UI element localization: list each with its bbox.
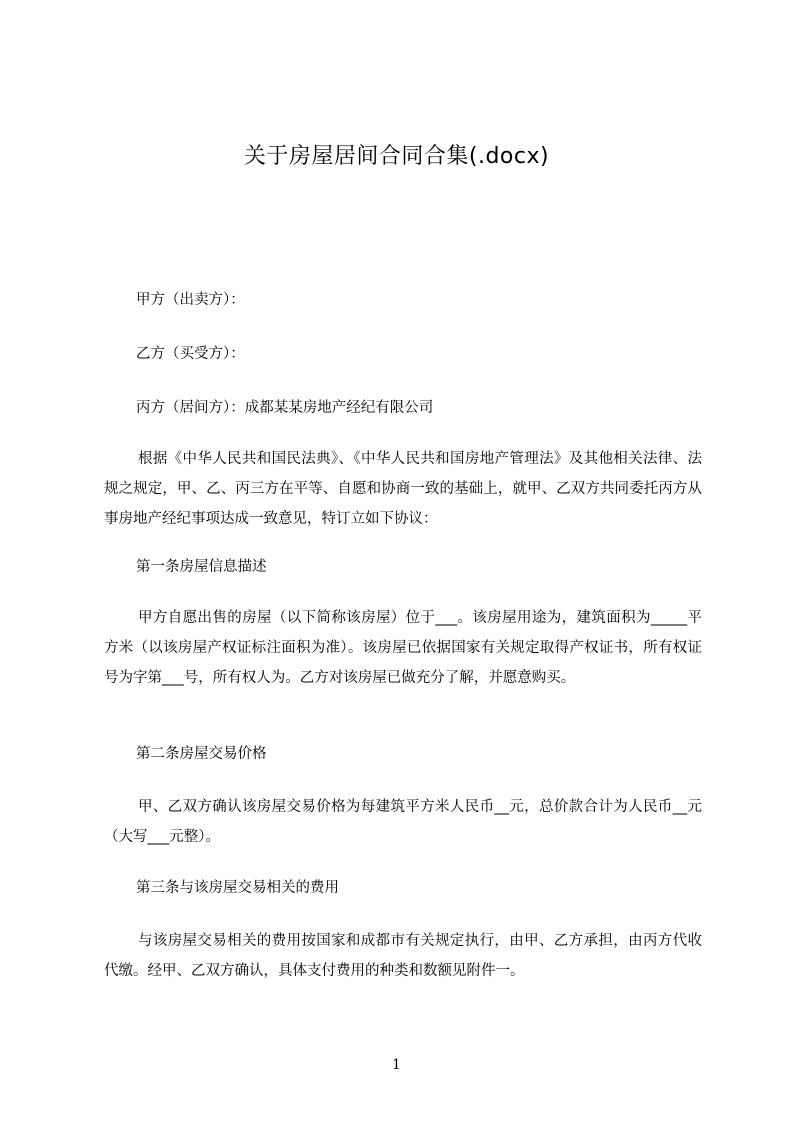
intro-paragraph: 根据《中华人民共和国民法典》、《中华人民共和国房地产管理法》及其他相关法律、法规之规定，甲、乙、丙三方在平等、自愿和协商一致的基础上，就甲、乙双方共同委托丙方从事房地产经纪事项达成一致意见，特订立如下协议： [104,451,702,527]
article-3-heading: 第三条与该房屋交易相关的费用 [136,880,339,896]
party-c-line: 丙方（居间方）：成都某某房地产经纪有限公司 [136,400,434,416]
article-1-body: 甲方自愿出售的房屋（以下简称该房屋）位于___。该房屋用途为，建筑面积为_____平方米（以该房屋产权证标注面积为准）。该房屋已依据国家有关规定取得产权证书，所有权证号为字第___号，所有权人为。乙方对该房屋已做充分了解，并愿意购买。 [104,610,702,686]
article-2-heading: 第二条房屋交易价格 [136,746,267,762]
article-2-body: 甲、乙双方确认该房屋交易价格为每建筑平方米人民币__元，总价款合计为人民币__元（大写___元整）。 [104,799,702,845]
party-a-line: 甲方（出卖方）： [136,292,245,308]
article-3-body: 与该房屋交易相关的费用按国家和成都市有关规定执行，由甲、乙方承担，由丙方代收代缴。经甲、乙双方确认，具体支付费用的种类和数额见附件一。 [104,933,702,979]
party-b-line: 乙方（买受方）： [136,346,245,362]
document-title: 关于房屋居间合同合集(.docx) [243,144,550,169]
page-number: 1 [392,1057,401,1073]
article-1-heading: 第一条房屋信息描述 [136,559,267,575]
